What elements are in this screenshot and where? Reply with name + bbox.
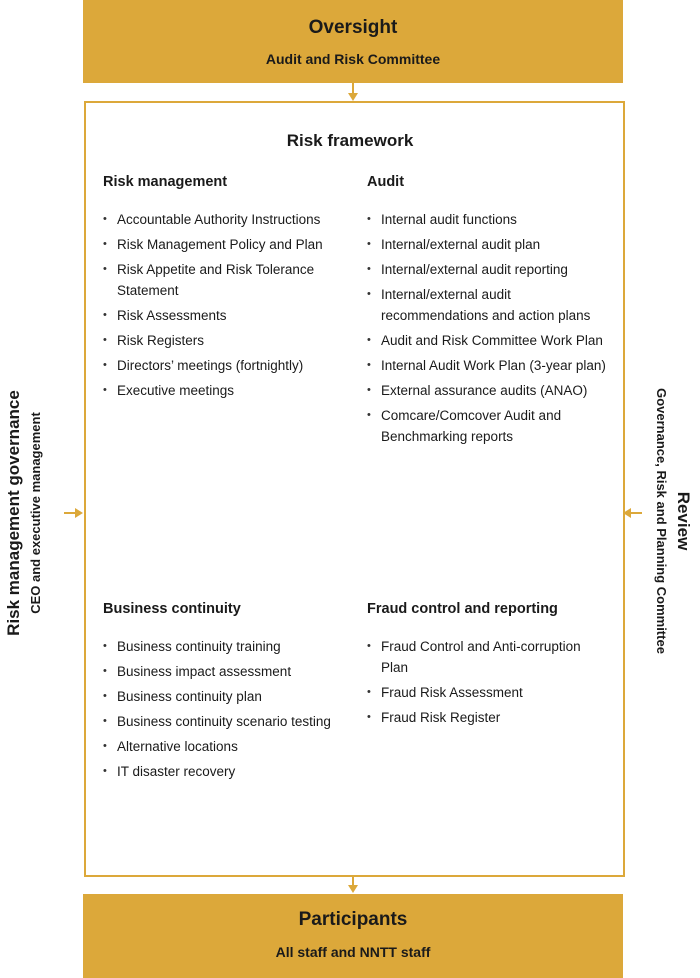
- list-item: • Business continuity scenario testing: [103, 711, 353, 732]
- list-item: • Business continuity plan: [103, 686, 353, 707]
- list-item: • Fraud Risk Register: [367, 707, 607, 728]
- arrow-right-left-icon: [64, 508, 83, 518]
- list-item: • Fraud Control and Anti-corruption Plan: [367, 636, 607, 678]
- list-item: • IT disaster recovery: [103, 761, 353, 782]
- participants-band: [83, 894, 623, 978]
- list-item: • Audit and Risk Committee Work Plan: [367, 330, 607, 351]
- list-item: • Executive meetings: [103, 380, 353, 401]
- list-item: • Business impact assessment: [103, 661, 353, 682]
- list-item: • Internal Audit Work Plan (3-year plan): [367, 355, 607, 376]
- risk-management-heading: Risk management: [103, 174, 228, 190]
- risk-framework-title: Risk framework: [286, 131, 414, 150]
- arrow-left-right-icon: [623, 508, 642, 518]
- list-item: • Internal/external audit plan: [367, 234, 607, 255]
- list-item: • Risk Management Policy and Plan: [103, 234, 353, 255]
- list-item: • Accountable Authority Instructions: [103, 209, 353, 230]
- right-side-title: Review: [674, 491, 693, 551]
- left-side-subtitle: CEO and executive management: [28, 412, 43, 614]
- list-item: • Risk Appetite and Risk Tolerance Statement: [103, 259, 353, 301]
- list-item: • Risk Registers: [103, 330, 353, 351]
- audit-heading: Audit: [367, 174, 405, 190]
- oversight-title: Oversight: [308, 17, 398, 38]
- right-side-subtitle: Governance, Risk and Planning Committee: [654, 388, 669, 654]
- arrow-down-bottom-icon: [348, 875, 358, 893]
- list-item: • Internal/external audit reporting: [367, 259, 607, 280]
- list-item: • Internal audit functions: [367, 209, 607, 230]
- fraud-heading: Fraud control and reporting: [367, 601, 558, 617]
- participants-title: Participants: [298, 909, 408, 930]
- left-side-title: Risk management governance: [4, 390, 23, 636]
- list-item: • External assurance audits (ANAO): [367, 380, 607, 401]
- list-item: • Comcare/Comcover Audit and Benchmarking reports: [367, 405, 607, 447]
- list-item: • Internal/external audit recommendations and action plans: [367, 284, 607, 326]
- arrow-down-top-icon: [348, 83, 358, 101]
- business-continuity-heading: Business continuity: [103, 601, 241, 617]
- list-item: • Business continuity training: [103, 636, 353, 657]
- oversight-subtitle: Audit and Risk Committee: [265, 51, 441, 67]
- list-item: • Alternative locations: [103, 736, 353, 757]
- list-item: • Risk Assessments: [103, 305, 353, 326]
- list-item: • Directors’ meetings (fortnightly): [103, 355, 353, 376]
- participants-subtitle: All staff and NNTT staff: [275, 944, 431, 960]
- list-item: • Fraud Risk Assessment: [367, 682, 607, 703]
